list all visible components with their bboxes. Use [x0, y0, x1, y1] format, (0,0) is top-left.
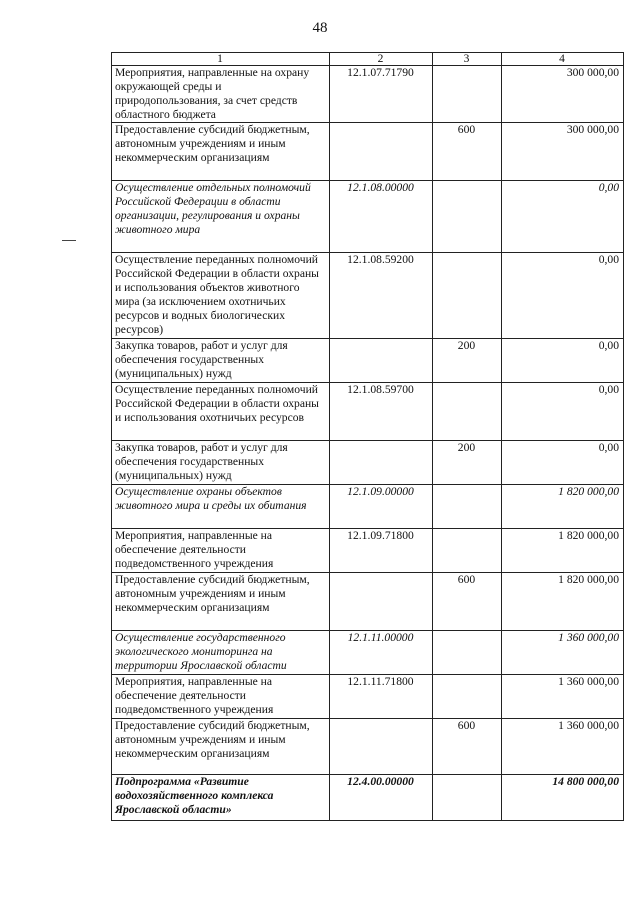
- row-type-cell: [433, 253, 502, 339]
- row-code-cell: 12.1.08.59700: [330, 383, 433, 441]
- table-row: [112, 485, 624, 529]
- row-code-cell: 12.1.11.71800: [330, 675, 433, 719]
- row-name-cell: Осуществление переданных полномочий Российской Федерации в области охраны и использования охотничьих ресурсов: [112, 383, 330, 441]
- row-type-cell: [433, 66, 502, 123]
- row-name-cell: Осуществление переданных полномочий Российской Федерации в области охраны и использования объектов животного мира (за исключением охотничьих ресурсов и водных биологических ресурсов): [112, 253, 330, 339]
- row-amount-cell: 1 820 000,00: [502, 529, 624, 573]
- row-type-cell: 600: [433, 719, 502, 775]
- row-code-cell: 12.1.09.00000: [330, 485, 433, 529]
- row-code-cell: 12.1.11.00000: [330, 631, 433, 675]
- row-name-cell: Мероприятия, направленные на обеспечение деятельности подведомственного учреждения: [112, 529, 330, 573]
- header-cell-name: 1: [112, 53, 330, 66]
- row-code-cell: 12.1.09.71800: [330, 529, 433, 573]
- margin-mark: [62, 240, 76, 241]
- row-amount-cell: 300 000,00: [502, 123, 624, 181]
- row-amount-cell: 1 820 000,00: [502, 485, 624, 529]
- row-code-cell: 12.1.08.59200: [330, 253, 433, 339]
- row-amount-cell: 1 820 000,00: [502, 573, 624, 631]
- row-type-cell: [433, 529, 502, 573]
- row-type-cell: 200: [433, 339, 502, 383]
- row-amount-cell: 1 360 000,00: [502, 719, 624, 775]
- header-cell-code: 2: [330, 53, 433, 66]
- row-amount-cell: 0,00: [502, 253, 624, 339]
- row-name-cell: Осуществление государственного экологического мониторинга на территории Ярославской области: [112, 631, 330, 675]
- row-code-cell: 12.1.07.71790: [330, 66, 433, 123]
- row-code-cell: [330, 719, 433, 775]
- row-name-cell: Мероприятия, направленные на обеспечение деятельности подведомственного учреждения: [112, 675, 330, 719]
- row-name-cell: Закупка товаров, работ и услуг для обеспечения государственных (муниципальных) нужд: [112, 441, 330, 485]
- table-row: [112, 719, 624, 775]
- row-amount-cell: 300 000,00: [502, 66, 624, 123]
- table-row: [112, 181, 624, 253]
- row-amount-cell: 14 800 000,00: [502, 775, 624, 821]
- budget-table: [111, 52, 624, 821]
- row-amount-cell: 0,00: [502, 441, 624, 485]
- row-name-cell: Подпрограмма «Развитие водохозяйственного комплекса Ярославской области»: [112, 775, 330, 821]
- row-type-cell: 600: [433, 573, 502, 631]
- page-number: 48: [312, 20, 328, 36]
- table-row: [112, 383, 624, 441]
- row-amount-cell: 1 360 000,00: [502, 631, 624, 675]
- row-amount-cell: 0,00: [502, 181, 624, 253]
- table-row: [112, 573, 624, 631]
- row-name-cell: Закупка товаров, работ и услуг для обеспечения государственных (муниципальных) нужд: [112, 339, 330, 383]
- header-cell-type: 3: [433, 53, 502, 66]
- table-row: [112, 339, 624, 383]
- row-code-cell: [330, 339, 433, 383]
- row-name-cell: Предоставление субсидий бюджетным, автономным учреждениям и иным некоммерческим организациям: [112, 123, 330, 181]
- table-row: [112, 775, 624, 821]
- row-name-cell: Предоставление субсидий бюджетным, автономным учреждениям и иным некоммерческим организациям: [112, 719, 330, 775]
- row-amount-cell: 0,00: [502, 339, 624, 383]
- header-cell-amount: 4: [502, 53, 624, 66]
- row-type-cell: [433, 775, 502, 821]
- table-row: [112, 675, 624, 719]
- row-code-cell: [330, 573, 433, 631]
- row-amount-cell: 0,00: [502, 383, 624, 441]
- table-row: [112, 66, 624, 123]
- row-type-cell: 200: [433, 441, 502, 485]
- table-body: [112, 66, 624, 821]
- header-row: [112, 53, 624, 66]
- table-row: [112, 529, 624, 573]
- table-row: [112, 123, 624, 181]
- row-name-cell: Осуществление отдельных полномочий Российской Федерации в области организации, регулирования и охраны животного мира: [112, 181, 330, 253]
- row-code-cell: 12.4.00.00000: [330, 775, 433, 821]
- table-row: [112, 631, 624, 675]
- row-amount-cell: 1 360 000,00: [502, 675, 624, 719]
- row-name-cell: Осуществление охраны объектов животного мира и среды их обитания: [112, 485, 330, 529]
- row-code-cell: [330, 441, 433, 485]
- row-name-cell: Предоставление субсидий бюджетным, автономным учреждениям и иным некоммерческим организациям: [112, 573, 330, 631]
- table-row: [112, 253, 624, 339]
- row-type-cell: [433, 383, 502, 441]
- row-type-cell: [433, 675, 502, 719]
- row-type-cell: [433, 181, 502, 253]
- row-type-cell: [433, 485, 502, 529]
- row-code-cell: [330, 123, 433, 181]
- row-code-cell: 12.1.08.00000: [330, 181, 433, 253]
- row-name-cell: Мероприятия, направленные на охрану окружающей среды и природопользования, за счет средств областного бюджета: [112, 66, 330, 123]
- row-type-cell: [433, 631, 502, 675]
- table-row: [112, 441, 624, 485]
- row-type-cell: 600: [433, 123, 502, 181]
